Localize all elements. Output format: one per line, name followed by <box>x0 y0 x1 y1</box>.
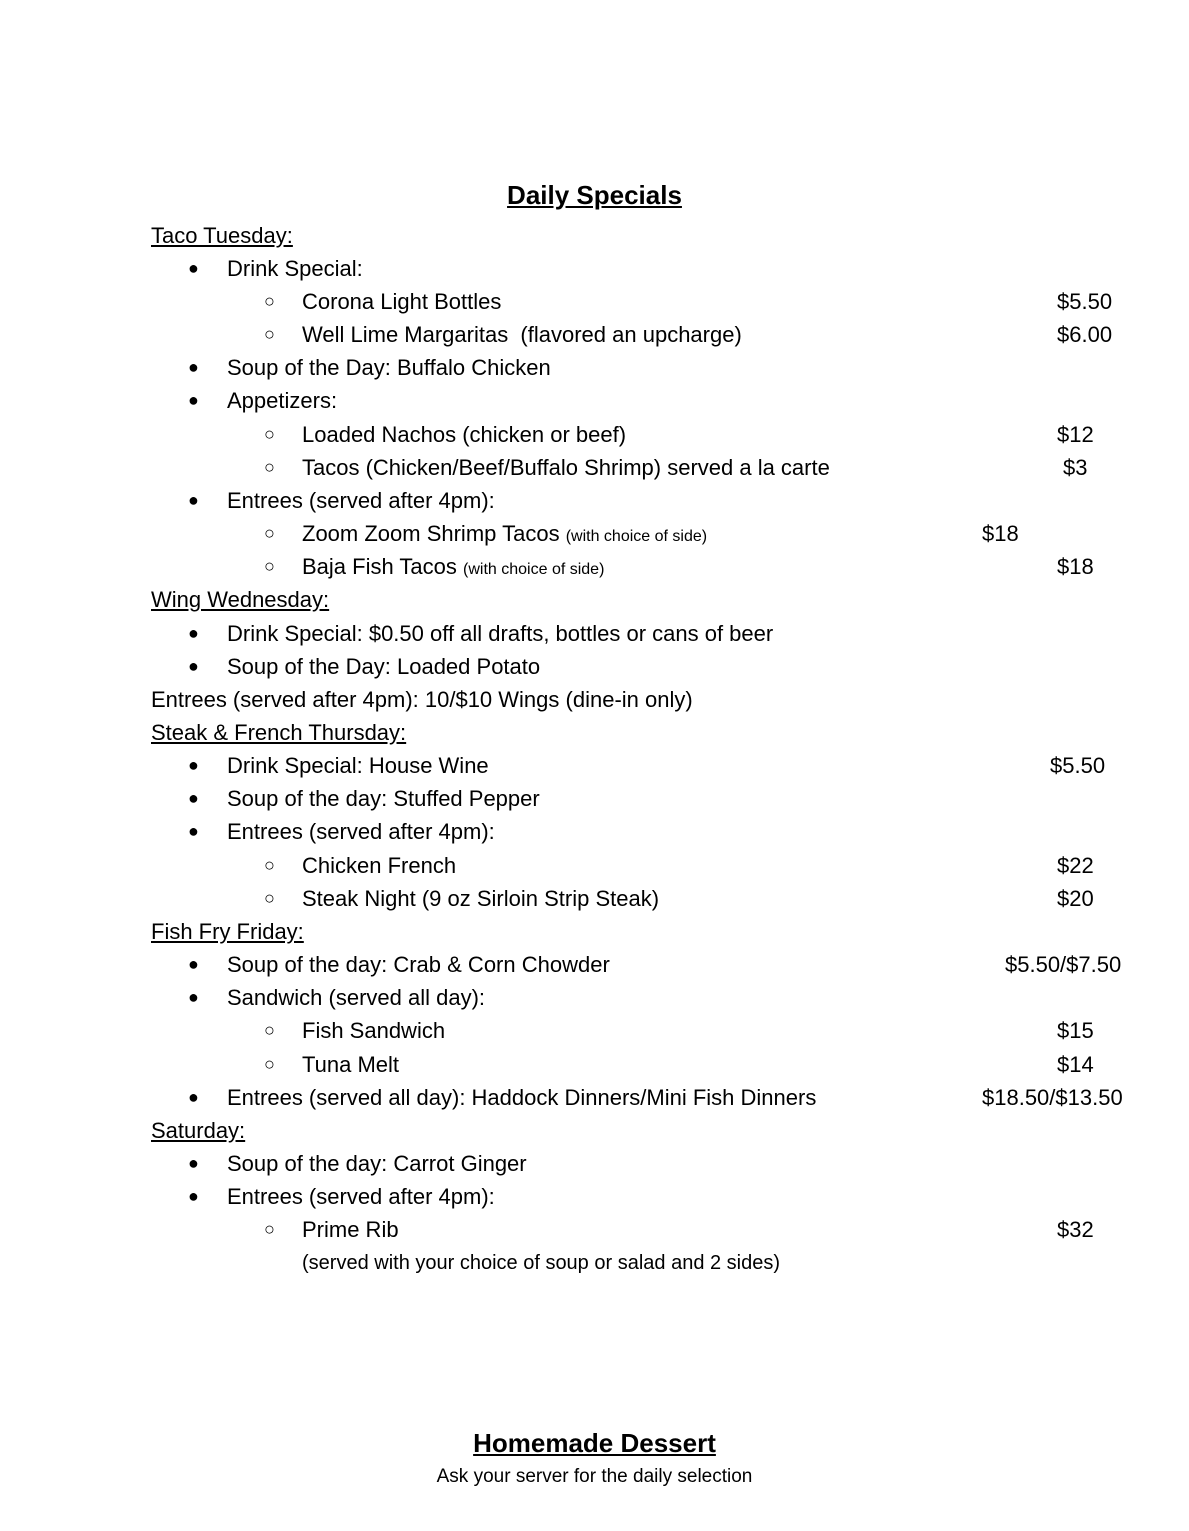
circle-bullet-icon: ○ <box>264 324 275 344</box>
bullet-icon: ● <box>188 357 199 377</box>
item-label: Sandwich (served all day): <box>227 985 486 1010</box>
item-name: Soup of the day: Crab & Corn Chowder <box>227 952 610 977</box>
item-price: $22 <box>1057 853 1094 878</box>
item-name: Tuna Melt <box>302 1052 400 1077</box>
list-item <box>0 981 1189 1014</box>
item-note: (with choice of side) <box>565 528 708 545</box>
bullet-icon: ● <box>188 954 199 974</box>
fish-fry-friday-heading-row <box>0 915 1189 948</box>
list-item <box>0 252 1189 285</box>
circle-bullet-icon: ○ <box>264 523 275 543</box>
bullet-icon: ● <box>188 390 199 410</box>
item-name: Baja Fish Tacos <box>302 554 464 579</box>
bullet-icon: ● <box>188 258 199 278</box>
list-item <box>0 1147 1189 1180</box>
steak-thursday-heading-row <box>0 716 1189 749</box>
list-item <box>0 1081 1189 1114</box>
list-item <box>0 1048 1189 1081</box>
item-price: $5.50 <box>1057 289 1113 314</box>
list-item <box>0 617 1189 650</box>
list-item <box>0 1014 1189 1047</box>
circle-bullet-icon: ○ <box>264 291 275 311</box>
bullet-icon: ● <box>188 788 199 808</box>
day-heading: Saturday: <box>151 1118 246 1143</box>
list-item <box>0 650 1189 683</box>
item-name: Entrees (served all day): Haddock Dinners/Mini Fish Dinners <box>227 1085 817 1110</box>
bullet-icon: ● <box>188 821 199 841</box>
bullet-icon: ● <box>188 1153 199 1173</box>
plain-line <box>0 683 1189 716</box>
circle-bullet-icon: ○ <box>264 1219 275 1239</box>
bullet-icon: ● <box>188 656 199 676</box>
circle-bullet-icon: ○ <box>264 556 275 576</box>
item-name-group <box>302 517 707 553</box>
item-name: Corona Light Bottles <box>302 289 502 314</box>
item-price: $32 <box>1057 1217 1094 1242</box>
list-item <box>0 451 1189 484</box>
page-title: Daily Specials <box>507 180 682 210</box>
list-item <box>0 849 1189 882</box>
item-label: Appetizers: <box>227 388 338 413</box>
day-heading: Wing Wednesday: <box>151 587 330 612</box>
list-item <box>0 1180 1189 1213</box>
dessert-title: Homemade Dessert <box>473 1428 716 1458</box>
bullet-icon: ● <box>188 1186 199 1206</box>
day-heading: Taco Tuesday: <box>151 223 293 248</box>
list-item <box>0 418 1189 451</box>
list-item <box>0 351 1189 384</box>
taco-tuesday-heading-row <box>0 219 1189 252</box>
item-label: Soup of the Day: Buffalo Chicken <box>227 355 551 380</box>
item-name: Prime Rib <box>302 1217 399 1242</box>
dessert-subtitle: Ask your server for the daily selection <box>436 1466 753 1487</box>
item-name: Drink Special: House Wine <box>227 753 489 778</box>
circle-bullet-icon: ○ <box>264 1020 275 1040</box>
bullet-icon: ● <box>188 987 199 1007</box>
bullet-icon: ● <box>188 1087 199 1107</box>
item-price: $18 <box>1057 554 1094 579</box>
day-heading: Steak & French Thursday: <box>151 720 407 745</box>
item-price: $15 <box>1057 1018 1094 1043</box>
list-item <box>0 550 1189 583</box>
item-label: Entrees (served after 4pm): <box>227 488 495 513</box>
item-price: $20 <box>1057 886 1094 911</box>
item-name-group <box>302 550 604 586</box>
item-label: Drink Special: $0.50 off all drafts, bottles or cans of beer <box>227 621 774 646</box>
item-price: $14 <box>1057 1052 1094 1077</box>
list-item <box>0 882 1189 915</box>
item-note-row <box>0 1247 1189 1280</box>
item-label: Soup of the day: Carrot Ginger <box>227 1151 527 1176</box>
list-item <box>0 318 1189 351</box>
item-name: Well Lime Margaritas (flavored an upcharge) <box>302 322 742 347</box>
item-name: Loaded Nachos (chicken or beef) <box>302 422 627 447</box>
item-price: $3 <box>1063 455 1088 480</box>
list-item <box>0 484 1189 517</box>
list-item <box>0 1213 1189 1246</box>
item-name: Tacos (Chicken/Beef/Buffalo Shrimp) served a la carte <box>302 455 830 480</box>
list-item <box>0 948 1189 981</box>
item-note: (with choice of side) <box>463 561 605 578</box>
list-item <box>0 384 1189 417</box>
item-label: Soup of the day: Stuffed Pepper <box>227 786 540 811</box>
item-label: Entrees (served after 4pm): <box>227 819 495 844</box>
saturday-heading-row <box>0 1114 1189 1147</box>
circle-bullet-icon: ○ <box>264 457 275 477</box>
item-name: Fish Sandwich <box>302 1018 446 1043</box>
item-label: Entrees (served after 4pm): 10/$10 Wings (dine-in only) <box>151 687 693 712</box>
item-note: (served with your choice of soup or salad and 2 sides) <box>302 1252 781 1274</box>
item-price: $18 <box>982 521 1019 546</box>
item-price: $5.50 <box>1050 753 1106 778</box>
item-label: Entrees (served after 4pm): <box>227 1184 495 1209</box>
item-name: Chicken French <box>302 853 457 878</box>
list-item <box>0 749 1189 782</box>
bullet-icon: ● <box>188 623 199 643</box>
item-price: $5.50/$7.50 <box>1005 952 1122 977</box>
list-item <box>0 782 1189 815</box>
circle-bullet-icon: ○ <box>264 424 275 444</box>
bullet-icon: ● <box>188 755 199 775</box>
circle-bullet-icon: ○ <box>264 888 275 908</box>
item-price: $6.00 <box>1057 322 1113 347</box>
wing-wednesday-heading-row <box>0 583 1189 616</box>
item-label: Soup of the Day: Loaded Potato <box>227 654 541 679</box>
list-item <box>0 815 1189 848</box>
item-price: $12 <box>1057 422 1094 447</box>
item-name: Steak Night (9 oz Sirloin Strip Steak) <box>302 886 660 911</box>
item-label: Drink Special: <box>227 256 363 281</box>
item-price: $18.50/$13.50 <box>982 1085 1123 1110</box>
circle-bullet-icon: ○ <box>264 1054 275 1074</box>
circle-bullet-icon: ○ <box>264 855 275 875</box>
list-item <box>0 517 1189 550</box>
item-name: Zoom Zoom Shrimp Tacos <box>302 521 566 546</box>
bullet-icon: ● <box>188 490 199 510</box>
day-heading: Fish Fry Friday: <box>151 919 304 944</box>
list-item <box>0 285 1189 318</box>
